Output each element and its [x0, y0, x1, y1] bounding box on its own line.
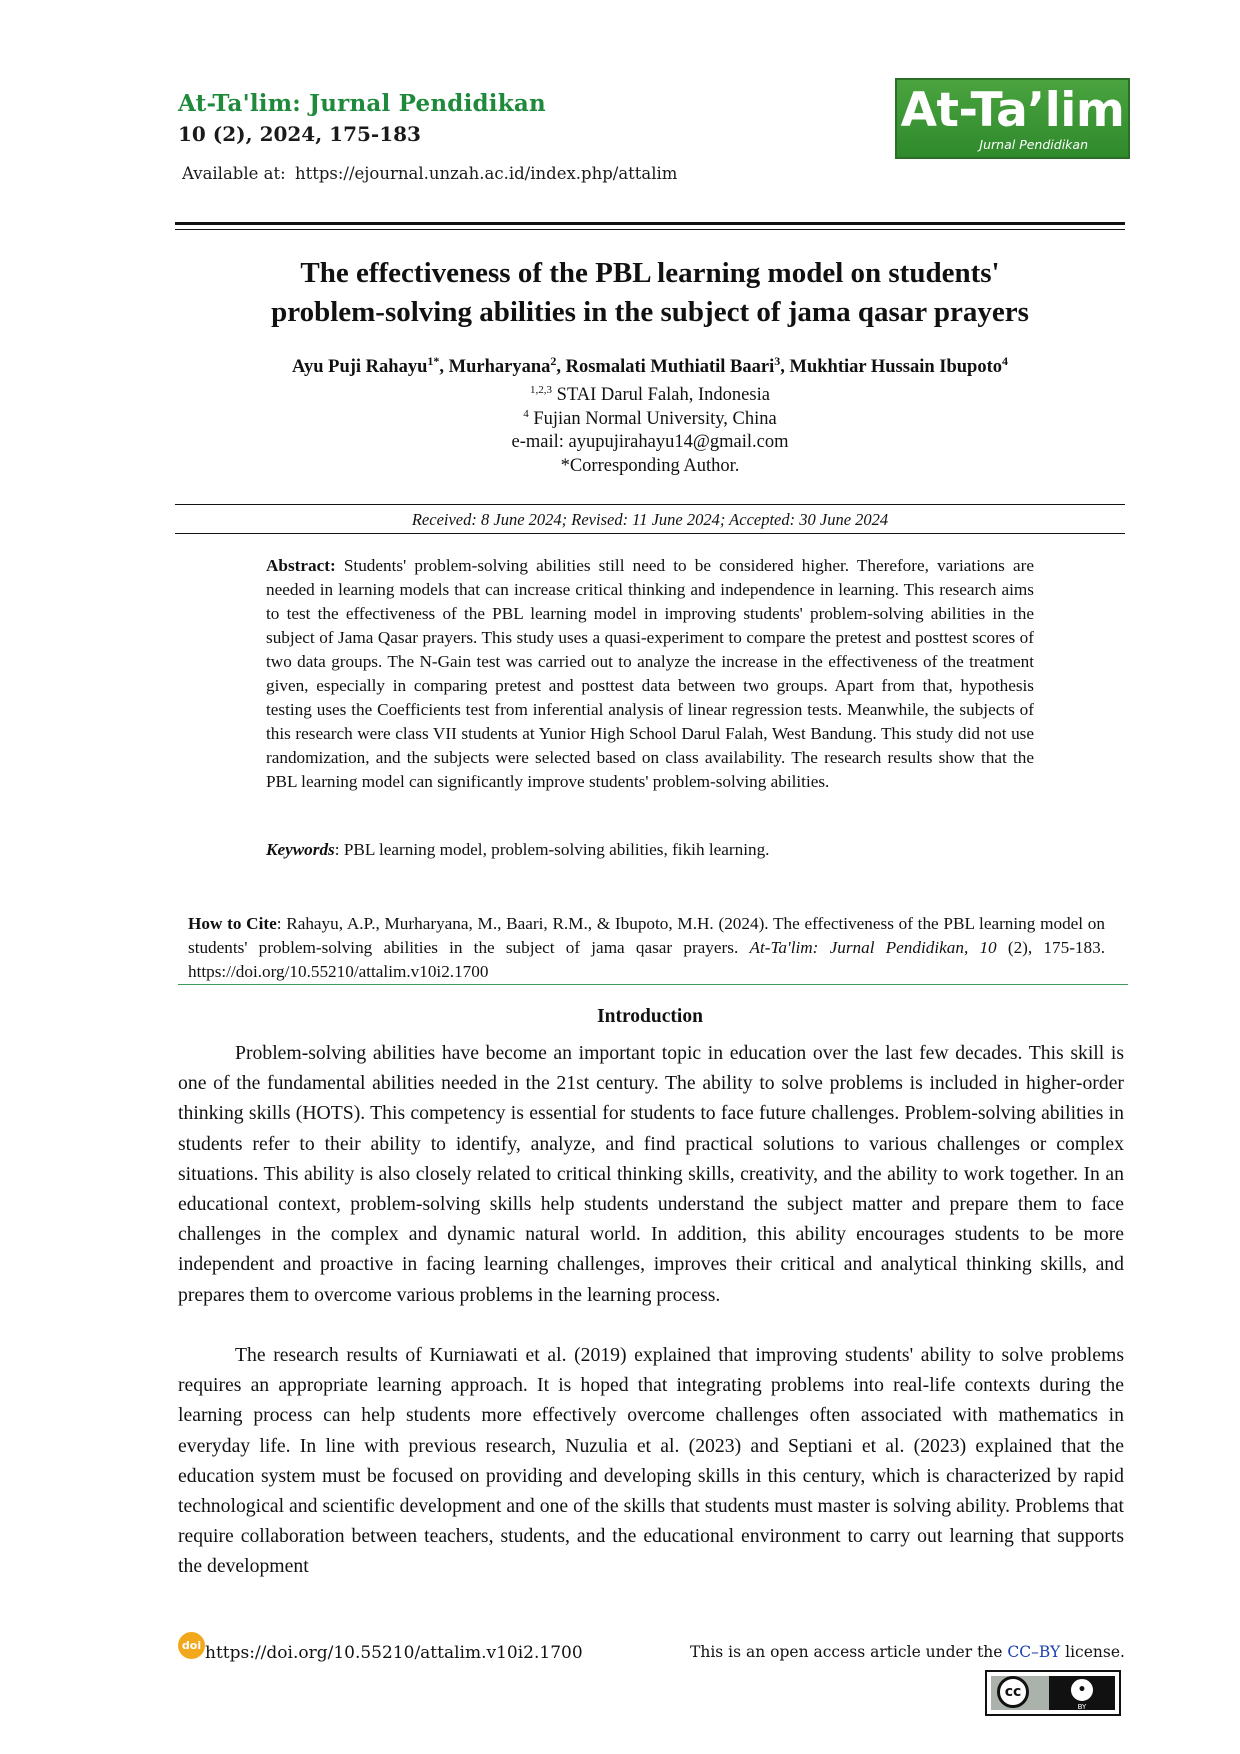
- doi-link[interactable]: https://doi.org/10.55210/attalim.v10i2.1700: [205, 1643, 583, 1663]
- attribution-icon: •: [1069, 1677, 1095, 1703]
- by-label: BY: [1077, 1703, 1087, 1711]
- affiliation-1: [175, 384, 1125, 406]
- author-name: Murharyana: [448, 357, 551, 378]
- author-sup: 3: [774, 354, 781, 368]
- header-divider-thick: [175, 222, 1125, 225]
- body-paragraph: Problem-solving abilities have become an important topic in education over the last few decades. This skill is one of the fundamental abilities needed in the 21st century. The ability to solve problems is included in higher-order thinking skills (HOTS). This competency is essential for students to face future challenges. Problem-solving abilities in students refer to their ability to identify, analyze, and find practical solutions to various challenges or complex situations. This ability is also closely related to critical thinking skills, creativity, and the ability to work together. In an educational context, problem-solving skills help students understand the subject matter and prepare them to face challenges in the complex and dynamic natural world. In addition, this ability encourages students to be more independent and proactive in facing learning challenges, improves their critical and analytical thinking skills, and prepares them to overcome various problems in the learning process.: [178, 1042, 1124, 1306]
- how-to-cite: [188, 912, 1105, 984]
- title-line-2: problem-solving abilities in the subject of jama qasar prayers: [271, 296, 1029, 328]
- cite-divider: [178, 984, 1128, 985]
- affiliation-2: [175, 408, 1125, 430]
- author-name: Rosmalati Muthiatil Baari: [565, 357, 775, 378]
- journal-url-link[interactable]: https://ejournal.unzah.ac.id/index.php/attalim: [294, 164, 678, 183]
- available-at: [178, 164, 677, 183]
- header-divider-thin: [175, 229, 1125, 230]
- cite-text-end[interactable]: (2), 175-183. https://doi.org/10.55210/attalim.v10i2.1700: [188, 938, 1105, 981]
- author-sup: 2: [550, 354, 557, 368]
- doi-icon: doi: [178, 1632, 205, 1659]
- author-email: e-mail: ayupujirahayu14@gmail.com: [511, 432, 789, 452]
- journal-logo: [895, 78, 1130, 159]
- author-name: Mukhtiar Hussain Ibupoto: [789, 357, 1002, 378]
- article-title: [175, 254, 1125, 332]
- oa-text-end: license.: [1060, 1643, 1125, 1661]
- cite-text: : Rahayu, A.P., Murharyana, M., Baari, R.M., & Ibupoto, M.H. (2024). The effectiveness of the PBL learning model on students' problem-solving abilities in the subject of jama qasar prayers.: [188, 914, 1105, 957]
- author-sup: 4: [1002, 354, 1008, 368]
- cite-journal: At-Ta'lim: Jurnal Pendidikan, 10: [749, 938, 997, 957]
- title-line-1: The effectiveness of the PBL learning model on students': [300, 257, 1000, 289]
- logo-sub-text: Jurnal Pendidikan: [979, 137, 1088, 152]
- received-dates: Received: 8 June 2024; Revised: 11 June 2024; Accepted: 30 June 2024: [411, 510, 889, 529]
- cc-icon: cc: [997, 1676, 1029, 1708]
- author-list: Ayu Puji Rahayu$^{1*}$, Murharyana$^2$, Rosmalati Muthiatil Baari$^3$, Mukhtiar Hussain Ibupoto$^4$: [292, 354, 1008, 378]
- affiliation-sup: 4: [523, 408, 529, 420]
- affiliation-text: STAI Darul Falah, Indonesia: [556, 385, 770, 406]
- keywords-text: : PBL learning model, problem-solving abilities, fikih learning.: [334, 840, 770, 859]
- section-heading: Introduction: [597, 1006, 703, 1027]
- logo-main-text: At-Ta’lim: [900, 83, 1125, 138]
- keywords-label: Keywords: [266, 840, 335, 859]
- by-icon-panel: [1049, 1676, 1115, 1710]
- cite-label: How to Cite: [188, 914, 277, 933]
- dates-divider-top: [175, 504, 1125, 505]
- body-paragraph: The research results of Kurniawati et al. (2019) explained that improving students' ability to solve problems requires an appropriate learning approach. It is hoped that integrating problems into real-life contexts during the learning process can help students more effectively overcome challenges often associated with mathematics in everyday life. In line with previous research, Nuzulia et al. (2023) and Septiani et al. (2023) explained that the education system must be focused on providing and developing skills in this century, which is characterized by rapid technological and scientific development and one of the skills that students must master is solving ability. Problems that require collaboration between teachers, students, and the educational environment to carry out learning that supports the development: [178, 1344, 1124, 1578]
- cc-icon-panel: [991, 1676, 1049, 1710]
- keywords: [266, 840, 1034, 860]
- author-name: Ayu Puji Rahayu: [292, 357, 428, 378]
- abstract-text: Students' problem-solving abilities still need to be considered higher. Therefore, variations are needed in learning models that can increase critical thinking and independence in learning. This research aims to test the effectiveness of the PBL learning model in improving students' problem-solving abilities in the subject of Jama Qasar prayers. This study uses a quasi-experiment to compare the pretest and posttest scores of two data groups. The N-Gain test was carried out to analyze the increase in the effectiveness of the treatment given, especially in comparing pretest and posttest data between two groups. Apart from that, hypothesis testing uses the Coefficients test from inferential analysis of linear regression tests. Meanwhile, the subjects of this research were class VII students at Yunior High School Darul Falah, West Bandung. This study did not use randomization, and the subjects were selected based on class availability. The research results show that the PBL learning model can significantly improve students' problem-solving abilities.: [266, 556, 1035, 791]
- journal-name: At-Ta'lim: Jurnal Pendidikan: [178, 90, 546, 117]
- dates-divider-bottom: [175, 533, 1125, 534]
- abstract: [266, 554, 1034, 794]
- available-label: Available at:: [182, 164, 286, 183]
- affiliation-text: Fujian Normal University, China: [533, 409, 777, 430]
- license-link[interactable]: CC–BY: [1007, 1643, 1061, 1661]
- cc-by-license-icon[interactable]: [985, 1670, 1121, 1716]
- author-sup: 1*: [427, 354, 440, 368]
- affiliation-sup: 1,2,3: [530, 384, 553, 396]
- abstract-label: Abstract:: [266, 556, 336, 575]
- oa-text: This is an open access article under the: [690, 1643, 1008, 1661]
- corresponding-note: *Corresponding Author.: [560, 456, 740, 476]
- open-access-notice: [690, 1643, 1125, 1661]
- journal-volume: 10 (2), 2024, 175-183: [178, 122, 421, 146]
